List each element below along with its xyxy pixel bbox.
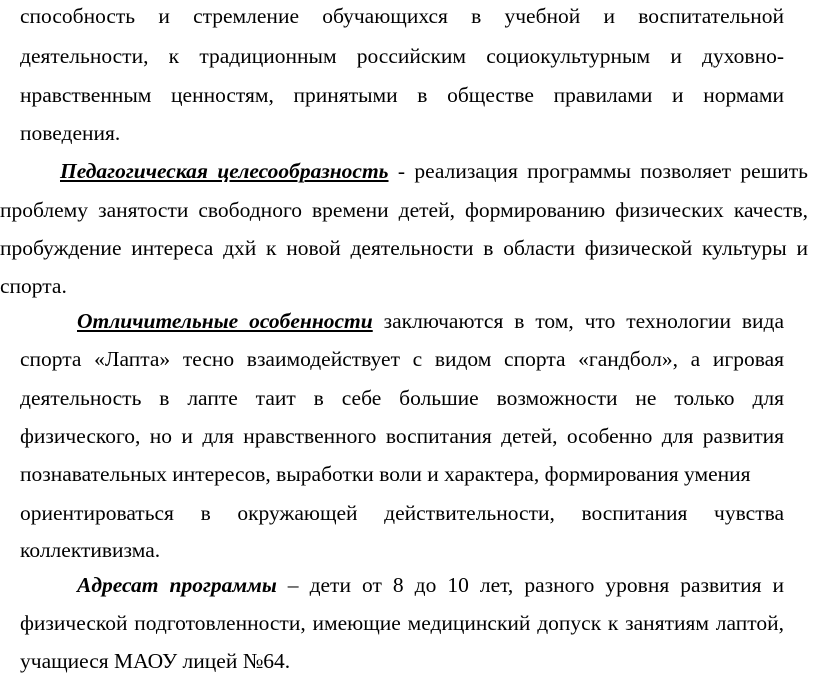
paragraph-4-line-1-text: – дети от 8 до 10 лет, разного уровня развития и <box>276 573 784 597</box>
paragraph-4-line-1 <box>77 572 784 598</box>
paragraph-2-line-1 <box>60 158 808 184</box>
paragraph-4-line-3: учащиеся МАОУ лицей №64. <box>20 649 291 673</box>
paragraph-1-line-1: способность и стремление обучающихся в учебной и воспитательной <box>20 4 784 28</box>
paragraph-3-line-3: деятельность в лапте таит в себе большие возможности не только для <box>20 386 784 410</box>
term-program-audience: Адресат программы <box>77 573 277 597</box>
paragraph-2-line-1-text: - реализация программы позволяет решить <box>388 159 808 183</box>
paragraph-1-line-4: поведения. <box>20 121 121 145</box>
paragraph-2-line-2: проблему занятости свободного времени детей, формированию физических качеств, <box>0 198 808 222</box>
paragraph-4-line-2: физической подготовленности, имеющие медицинский допуск к занятиям лаптой, <box>20 611 784 635</box>
paragraph-1-line-3: нравственным ценностям, принятыми в обществе правилами и нормами <box>20 83 784 107</box>
paragraph-1-line-2: деятельности, к традиционным российским социокультурным и духовно- <box>20 44 784 68</box>
paragraph-3-line-1 <box>77 308 784 334</box>
term-pedagogical-expediency: Педагогическая целесообразность <box>60 159 389 183</box>
paragraph-3-line-2: спорта «Лапта» тесно взаимодействует с видом спорта «гандбол», а игровая <box>20 347 784 371</box>
paragraph-2-line-3: пробуждение интереса дхй к новой деятельности в области физической культуры и <box>0 236 808 260</box>
term-distinctive-features: Отличительные особенности <box>77 309 373 333</box>
paragraph-3-line-4: физического, но и для нравственного воспитания детей, особенно для развития <box>20 424 784 448</box>
paragraph-2-line-4: спорта. <box>0 274 67 298</box>
paragraph-3-line-1-text: заключаются в том, что технологии вида <box>372 309 785 333</box>
paragraph-3-line-7: коллективизма. <box>20 538 161 562</box>
paragraph-3-line-5: познавательных интересов, выработки воли и характера, формирования умения <box>20 462 751 486</box>
paragraph-3-line-6: ориентироваться в окружающей действительности, воспитания чувства <box>20 501 784 525</box>
